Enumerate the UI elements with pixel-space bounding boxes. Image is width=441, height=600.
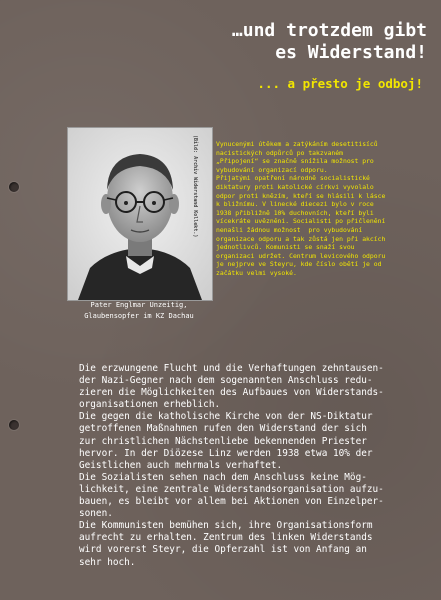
czech-body-text: Vynucenými útěkem a zatýkáním desetitisíců nacistických odpůrců po takzvaném „Připojení“ se značně snížila možnost pro vybudování organizací odporu. Přijatými opatření národně socialistické diktatury proti katolické církvi vyvolalo odpor proti knězím, kteří se hlásili k lásce k bližnímu. V linecké diecezi bylo v roce 1938 přibližně 10% duchovních, kteří byli vícekráte uvězněni. Socialisti po přičlenění nenašli žádnou možnost pro vybudování organizace odporu a tak zůstá jen při akcích jednotlivců. Komunisti se snaží svou organizaci udržet. Centrum levicového odporu je nejprve ve Steyru, kde číslo obětí je od začátku velmi vysoké.: [216, 140, 386, 277]
page-title: [127, 20, 427, 64]
photo-caption: [67, 300, 211, 322]
title-line-2: es Widerstand!: [275, 42, 427, 63]
czech-subtitle: ... a přesto je odboj!: [257, 76, 423, 91]
caption-line-1: Pater Englmar Unzeitig,: [90, 301, 188, 309]
caption-line-2: Glaubensopfer im KZ Dachau: [84, 312, 194, 320]
german-body-text: Die erzwungene Flucht und die Verhaftungen zehntausen- der Nazi-Gegner nach dem sogenannten Anschluss redu- zieren die Möglichkeiten des Aufbaues von Widerstands- organisationen erheblich. Die gegen die katholische Kirche von der NS-Diktatur getroffenen Maßnahmen rufen den Widerstand der sich zur christlichen Nächstenliebe bekennenden Priester hervor. In der Diözese Linz werden 1938 etwa 10% der Geistlichen auch mehrmals verhaftet. Die Sozialisten sehen nach dem Anschluss keine Mög- lichkeit, eine zentrale Widerstandsorganisation aufzu- bauen, es bleibt vor allem bei Aktionen von Einzelper- sonen. Die Kommunisten bemühen sich, ihre Organisationsform aufrecht zu erhalten. Zentrum des linken Widerstands wird vorerst Steyr, die Opferzahl ist von Anfang an sehr hoch.: [79, 363, 384, 568]
punch-hole-top: [9, 182, 19, 192]
title-line-1: …und trotzdem gibt: [231, 20, 427, 41]
photo-credit: (Bild: Archiv Widerstand Kollekt.): [192, 135, 198, 238]
punch-hole-bottom: [9, 420, 19, 430]
